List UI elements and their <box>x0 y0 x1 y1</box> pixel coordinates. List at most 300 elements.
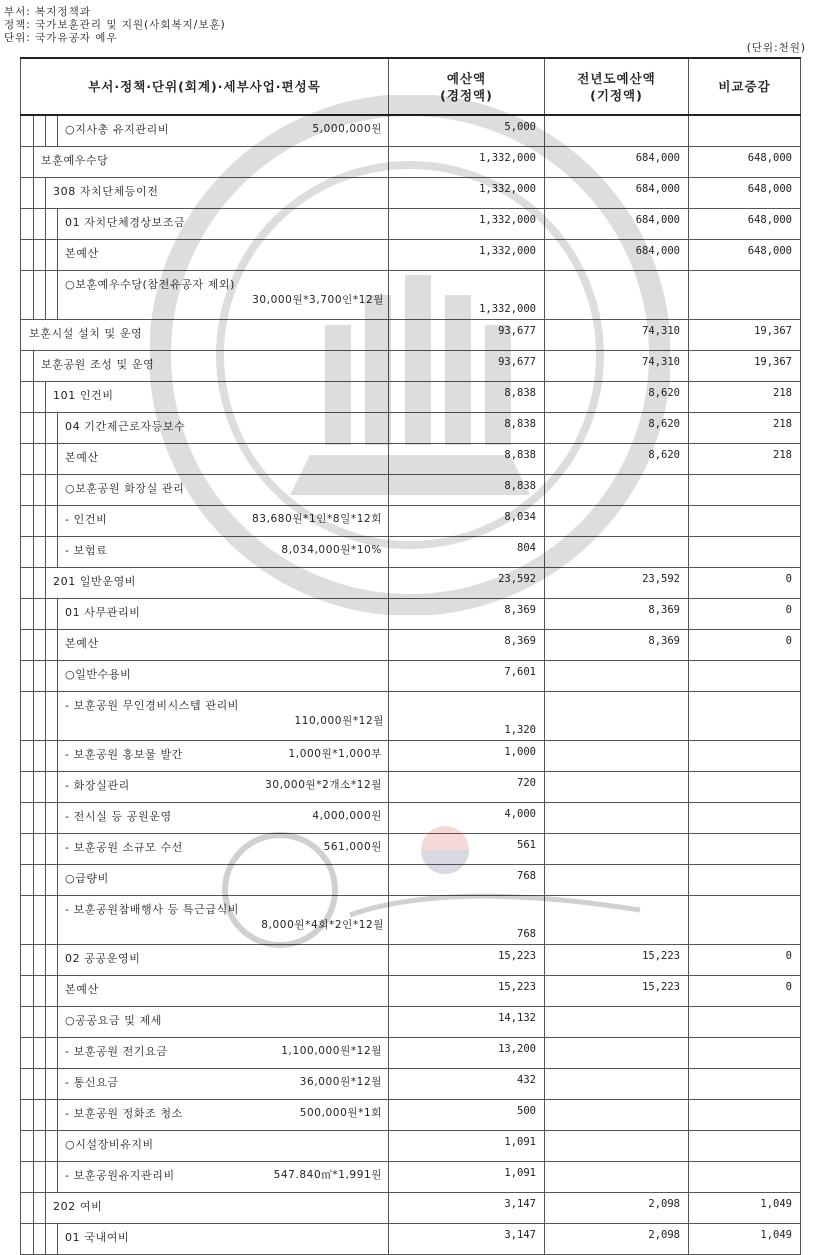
prev-budget-cell <box>545 506 689 537</box>
prev-budget-cell: 2,098 <box>545 1224 689 1255</box>
hierarchy-line <box>33 537 34 568</box>
hierarchy-line <box>45 945 46 976</box>
budget-cell: 1,091 <box>389 1162 545 1193</box>
diff-cell: 648,000 <box>689 147 801 178</box>
table-row <box>21 271 801 320</box>
hierarchy-line <box>57 1069 58 1100</box>
row-label: - 보훈공원 정화조 청소 <box>65 1107 183 1120</box>
budget-cell: 93,677 <box>389 351 545 382</box>
row-label: 02 공공운영비 <box>65 952 141 965</box>
hierarchy-line <box>45 630 46 661</box>
row-name-cell <box>21 115 389 147</box>
row-calc: 4,000,000원 <box>312 810 382 822</box>
row-name-cell <box>21 413 389 444</box>
budget-cell: 8,369 <box>389 630 545 661</box>
table-row <box>21 599 801 630</box>
table-row <box>21 568 801 599</box>
table-row <box>21 1193 801 1224</box>
budget-cell: 500 <box>389 1100 545 1131</box>
hierarchy-line <box>57 772 58 803</box>
row-label: 본예산 <box>65 247 99 260</box>
table-row <box>21 661 801 692</box>
table-row <box>21 240 801 271</box>
hierarchy-line <box>57 1131 58 1162</box>
hierarchy-line <box>33 209 34 240</box>
hierarchy-line <box>45 444 46 475</box>
row-name-cell <box>21 1224 389 1255</box>
dept-line: 부서: 복지정책과 <box>4 6 91 18</box>
diff-cell <box>689 1100 801 1131</box>
table-row <box>21 803 801 834</box>
row-label: ○시설장비유지비 <box>65 1138 154 1151</box>
table-row <box>21 413 801 444</box>
row-calc: 1,100,000원*12월 <box>281 1045 382 1057</box>
row-name-cell <box>21 444 389 475</box>
prev-budget-cell <box>545 475 689 506</box>
row-label: ○일반수용비 <box>65 668 132 681</box>
row-name-cell <box>21 382 389 413</box>
diff-cell <box>689 1038 801 1069</box>
budget-cell: 1,000 <box>389 741 545 772</box>
diff-cell <box>689 896 801 945</box>
row-name-cell <box>21 896 389 945</box>
row-label: ○급량비 <box>65 872 109 885</box>
hierarchy-line <box>33 382 34 413</box>
hierarchy-line <box>57 413 58 444</box>
prev-budget-cell: 684,000 <box>545 240 689 271</box>
diff-cell: 218 <box>689 444 801 475</box>
hierarchy-line <box>45 896 46 945</box>
diff-cell <box>689 803 801 834</box>
unit-line: 단위: 국가유공자 예우 <box>4 32 118 44</box>
prev-budget-cell: 74,310 <box>545 320 689 351</box>
row-label: 보훈공원 조성 및 운영 <box>41 358 155 371</box>
diff-cell <box>689 537 801 568</box>
hierarchy-line <box>45 209 46 240</box>
row-label: 본예산 <box>65 451 99 464</box>
row-label: 308 자치단체등이전 <box>53 185 159 198</box>
row-calc: 8,034,000원*10% <box>281 544 382 556</box>
row-label: - 보훈공원 무인경비시스템 관리비 <box>65 699 240 712</box>
hierarchy-line <box>33 1069 34 1100</box>
hierarchy-line <box>33 1038 34 1069</box>
diff-cell: 1,049 <box>689 1224 801 1255</box>
budget-cell: 3,147 <box>389 1224 545 1255</box>
budget-cell: 1,091 <box>389 1131 545 1162</box>
hierarchy-line <box>33 351 34 382</box>
budget-cell: 561 <box>389 834 545 865</box>
diff-cell: 0 <box>689 599 801 630</box>
hierarchy-line <box>57 803 58 834</box>
hierarchy-line <box>33 1131 34 1162</box>
diff-cell: 218 <box>689 382 801 413</box>
hierarchy-line <box>45 271 46 320</box>
row-label: ○보훈공원 화장실 관리 <box>65 482 185 495</box>
row-name-cell <box>21 803 389 834</box>
budget-cell: 8,838 <box>389 382 545 413</box>
row-label: ○공공요금 및 제세 <box>65 1014 162 1027</box>
table-row <box>21 630 801 661</box>
budget-cell: 23,592 <box>389 568 545 599</box>
table-row <box>21 475 801 506</box>
diff-cell <box>689 1131 801 1162</box>
hierarchy-line <box>33 896 34 945</box>
row-calc-line: 8,000원*4회*2인*12월 <box>261 919 384 931</box>
prev-budget-cell: 23,592 <box>545 568 689 599</box>
hierarchy-line <box>33 865 34 896</box>
row-label: 202 여비 <box>53 1200 103 1213</box>
row-name-cell <box>21 351 389 382</box>
diff-cell <box>689 772 801 803</box>
hierarchy-line <box>57 240 58 271</box>
header-name: 부서·정책·단위(회계)·세부사업·편성목 <box>21 58 389 115</box>
hierarchy-line <box>57 271 58 320</box>
row-name-cell <box>21 1162 389 1193</box>
budget-cell: 1,332,000 <box>389 240 545 271</box>
hierarchy-line <box>33 147 34 178</box>
hierarchy-line <box>45 741 46 772</box>
row-label: - 보훈공원 전기요금 <box>65 1045 168 1058</box>
row-label: - 보훈공원참배행사 등 특근급식비 <box>65 903 240 916</box>
hierarchy-line <box>33 692 34 741</box>
budget-cell: 93,677 <box>389 320 545 351</box>
budget-cell: 8,838 <box>389 413 545 444</box>
row-label: - 화장실관리 <box>65 779 130 792</box>
hierarchy-line <box>57 976 58 1007</box>
prev-budget-cell: 74,310 <box>545 351 689 382</box>
row-name-cell <box>21 865 389 896</box>
diff-cell <box>689 1069 801 1100</box>
table-row <box>21 896 801 945</box>
diff-cell <box>689 115 801 147</box>
table-row <box>21 147 801 178</box>
prev-budget-cell <box>545 115 689 147</box>
budget-cell: 14,132 <box>389 1007 545 1038</box>
row-name-cell <box>21 661 389 692</box>
hierarchy-line <box>45 475 46 506</box>
row-name-cell <box>21 630 389 661</box>
row-calc-line: 110,000원*12월 <box>294 715 384 727</box>
prev-budget-cell <box>545 1007 689 1038</box>
prev-budget-cell <box>545 1100 689 1131</box>
hierarchy-line <box>45 1007 46 1038</box>
prev-budget-cell <box>545 692 689 741</box>
row-label: 보훈예우수당 <box>41 154 109 167</box>
hierarchy-line <box>33 116 34 147</box>
row-label: ○보훈예우수당(참전유공자 제외) <box>65 278 236 291</box>
diff-cell <box>689 506 801 537</box>
header-prev: 전년도예산액 (기정액) <box>545 58 689 115</box>
prev-budget-cell <box>545 1069 689 1100</box>
row-label: 보훈시설 설치 및 운영 <box>29 327 143 340</box>
hierarchy-line <box>57 1038 58 1069</box>
hierarchy-line <box>45 568 46 599</box>
diff-cell: 0 <box>689 976 801 1007</box>
header-diff: 비교증감 <box>689 58 801 115</box>
prev-budget-cell: 684,000 <box>545 209 689 240</box>
diff-cell <box>689 661 801 692</box>
hierarchy-line <box>57 692 58 741</box>
hierarchy-line <box>45 865 46 896</box>
hierarchy-line <box>33 741 34 772</box>
diff-cell: 648,000 <box>689 240 801 271</box>
hierarchy-line <box>33 976 34 1007</box>
hierarchy-line <box>33 1193 34 1224</box>
header-row <box>21 58 801 115</box>
table-row <box>21 382 801 413</box>
prev-budget-cell: 15,223 <box>545 945 689 976</box>
budget-cell: 8,838 <box>389 444 545 475</box>
budget-cell: 1,320 <box>389 692 545 741</box>
prev-budget-cell: 2,098 <box>545 1193 689 1224</box>
hierarchy-line <box>33 1007 34 1038</box>
hierarchy-line <box>57 896 58 945</box>
diff-cell: 648,000 <box>689 209 801 240</box>
hierarchy-line <box>57 1162 58 1193</box>
row-label: - 전시실 등 공원운영 <box>65 810 172 823</box>
diff-cell <box>689 865 801 896</box>
diff-cell: 0 <box>689 568 801 599</box>
hierarchy-line <box>45 1038 46 1069</box>
hierarchy-line <box>33 413 34 444</box>
diff-cell: 0 <box>689 945 801 976</box>
row-name-cell <box>21 178 389 209</box>
hierarchy-line <box>57 116 58 147</box>
row-calc-line: 30,000원*3,700인*12월 <box>252 294 384 306</box>
hierarchy-line <box>45 506 46 537</box>
row-name-cell <box>21 475 389 506</box>
prev-budget-cell <box>545 271 689 320</box>
budget-cell: 804 <box>389 537 545 568</box>
diff-cell: 19,367 <box>689 351 801 382</box>
hierarchy-line <box>45 116 46 147</box>
prev-budget-cell: 8,620 <box>545 413 689 444</box>
hierarchy-line <box>45 976 46 1007</box>
hierarchy-line <box>45 1224 46 1255</box>
budget-cell: 1,332,000 <box>389 271 545 320</box>
table-row <box>21 772 801 803</box>
prev-budget-cell <box>545 537 689 568</box>
row-label: - 보험료 <box>65 544 108 557</box>
diff-cell: 218 <box>689 413 801 444</box>
row-calc: 30,000원*2개소*12월 <box>265 779 382 791</box>
hierarchy-line <box>45 178 46 209</box>
table-row <box>21 444 801 475</box>
table-row <box>21 351 801 382</box>
hierarchy-line <box>33 1162 34 1193</box>
row-name-cell <box>21 1069 389 1100</box>
budget-cell: 8,838 <box>389 475 545 506</box>
row-name-cell <box>21 147 389 178</box>
budget-cell: 8,369 <box>389 599 545 630</box>
diff-cell: 1,049 <box>689 1193 801 1224</box>
table-row <box>21 945 801 976</box>
hierarchy-line <box>33 1100 34 1131</box>
diff-cell: 0 <box>689 630 801 661</box>
hierarchy-line <box>45 537 46 568</box>
budget-cell: 5,000 <box>389 115 545 147</box>
prev-budget-cell: 684,000 <box>545 147 689 178</box>
hierarchy-line <box>45 1100 46 1131</box>
row-name-cell <box>21 1007 389 1038</box>
hierarchy-line <box>45 834 46 865</box>
row-label: - 보훈공원 소규모 수선 <box>65 841 183 854</box>
row-calc: 561,000원 <box>323 841 382 853</box>
prev-budget-cell: 15,223 <box>545 976 689 1007</box>
hierarchy-line <box>45 692 46 741</box>
diff-cell <box>689 271 801 320</box>
row-name-cell <box>21 568 389 599</box>
table-row <box>21 741 801 772</box>
hierarchy-line <box>33 444 34 475</box>
row-calc: 500,000원*1회 <box>299 1107 382 1119</box>
diff-cell: 19,367 <box>689 320 801 351</box>
hierarchy-line <box>45 1069 46 1100</box>
hierarchy-line <box>33 240 34 271</box>
budget-cell: 7,601 <box>389 661 545 692</box>
prev-budget-cell: 684,000 <box>545 178 689 209</box>
row-label: 본예산 <box>65 983 99 996</box>
hierarchy-line <box>45 413 46 444</box>
diff-cell <box>689 1007 801 1038</box>
row-name-cell <box>21 1100 389 1131</box>
row-label: 01 사무관리비 <box>65 606 141 619</box>
row-label: 201 일반운영비 <box>53 575 137 588</box>
hierarchy-line <box>57 834 58 865</box>
hierarchy-line <box>33 772 34 803</box>
table-row <box>21 506 801 537</box>
prev-budget-cell <box>545 661 689 692</box>
budget-cell: 720 <box>389 772 545 803</box>
prev-budget-cell <box>545 1038 689 1069</box>
prev-budget-cell <box>545 896 689 945</box>
row-label: ○지사총 유지관리비 <box>65 123 170 136</box>
row-name-cell <box>21 772 389 803</box>
prev-budget-cell <box>545 865 689 896</box>
row-name-cell <box>21 240 389 271</box>
hierarchy-line <box>45 382 46 413</box>
row-name-cell <box>21 599 389 630</box>
table-row <box>21 178 801 209</box>
hierarchy-line <box>45 599 46 630</box>
hierarchy-line <box>33 599 34 630</box>
row-label: - 보훈공원유지관리비 <box>65 1169 175 1182</box>
hierarchy-line <box>33 1224 34 1255</box>
budget-table <box>20 57 801 1255</box>
budget-cell: 1,332,000 <box>389 147 545 178</box>
budget-cell: 1,332,000 <box>389 209 545 240</box>
diff-cell <box>689 475 801 506</box>
header-budget: 예산액 (경정액) <box>389 58 545 115</box>
budget-cell: 15,223 <box>389 945 545 976</box>
budget-cell: 768 <box>389 865 545 896</box>
row-name-cell <box>21 506 389 537</box>
row-name-cell <box>21 1193 389 1224</box>
hierarchy-line <box>33 803 34 834</box>
row-label: 01 국내여비 <box>65 1231 130 1244</box>
prev-budget-cell: 8,369 <box>545 630 689 661</box>
hierarchy-line <box>57 1007 58 1038</box>
hierarchy-line <box>57 945 58 976</box>
budget-cell: 1,332,000 <box>389 178 545 209</box>
budget-cell: 432 <box>389 1069 545 1100</box>
hierarchy-line <box>33 834 34 865</box>
table-row <box>21 1131 801 1162</box>
row-label: - 통신요금 <box>65 1076 119 1089</box>
prev-budget-cell <box>545 741 689 772</box>
row-label: 01 자치단체경상보조금 <box>65 216 186 229</box>
row-name-cell <box>21 945 389 976</box>
prev-budget-cell: 8,369 <box>545 599 689 630</box>
hierarchy-line <box>57 209 58 240</box>
budget-cell: 8,034 <box>389 506 545 537</box>
hierarchy-line <box>57 444 58 475</box>
prev-budget-cell <box>545 772 689 803</box>
row-label: - 인건비 <box>65 513 108 526</box>
row-name-cell <box>21 976 389 1007</box>
row-calc: 36,000원*12월 <box>299 1076 382 1088</box>
diff-cell: 648,000 <box>689 178 801 209</box>
table-row <box>21 1162 801 1193</box>
hierarchy-line <box>57 741 58 772</box>
row-calc: 547.840㎡*1,991원 <box>273 1169 382 1181</box>
prev-budget-cell <box>545 1162 689 1193</box>
row-name-cell <box>21 1131 389 1162</box>
hierarchy-line <box>33 506 34 537</box>
hierarchy-line <box>57 661 58 692</box>
row-name-cell <box>21 741 389 772</box>
hierarchy-line <box>45 1162 46 1193</box>
diff-cell <box>689 1162 801 1193</box>
diff-cell <box>689 834 801 865</box>
prev-budget-cell: 8,620 <box>545 444 689 475</box>
hierarchy-line <box>33 178 34 209</box>
row-name-cell <box>21 834 389 865</box>
table-row <box>21 1069 801 1100</box>
row-label: - 보훈공원 홍보물 발간 <box>65 748 183 761</box>
row-name-cell <box>21 692 389 741</box>
row-calc: 1,000원*1,000부 <box>288 748 382 760</box>
table-row <box>21 692 801 741</box>
hierarchy-line <box>57 599 58 630</box>
hierarchy-line <box>57 475 58 506</box>
row-calc: 83,680원*1인*8일*12회 <box>252 513 382 525</box>
budget-cell: 13,200 <box>389 1038 545 1069</box>
hierarchy-line <box>33 945 34 976</box>
table-row <box>21 1007 801 1038</box>
hierarchy-line <box>57 1100 58 1131</box>
table-body <box>21 115 801 1255</box>
table-row <box>21 537 801 568</box>
row-label: 본예산 <box>65 637 99 650</box>
hierarchy-line <box>57 865 58 896</box>
hierarchy-line <box>57 630 58 661</box>
hierarchy-line <box>33 568 34 599</box>
row-label: 04 기간제근로자등보수 <box>65 420 186 433</box>
table-row <box>21 1224 801 1255</box>
row-label: 101 인건비 <box>53 389 114 402</box>
prev-budget-cell <box>545 1131 689 1162</box>
row-name-cell <box>21 271 389 320</box>
table-row <box>21 1038 801 1069</box>
table-row <box>21 320 801 351</box>
prev-budget-cell <box>545 803 689 834</box>
hierarchy-line <box>33 661 34 692</box>
hierarchy-line <box>33 475 34 506</box>
row-name-cell <box>21 320 389 351</box>
hierarchy-line <box>57 506 58 537</box>
table-row <box>21 115 801 147</box>
